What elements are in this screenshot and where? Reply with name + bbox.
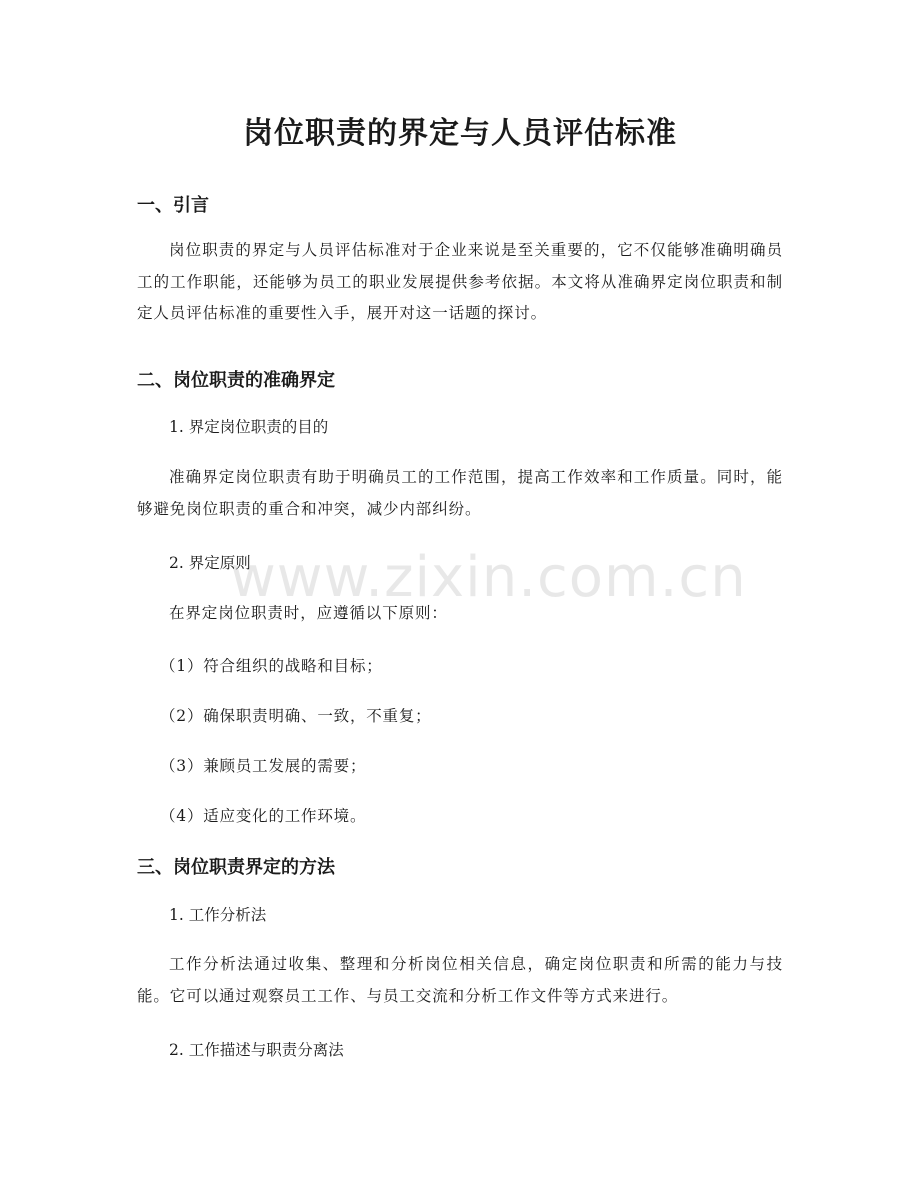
list-item: （3）兼顾员工发展的需要； <box>160 757 367 775</box>
list-item: （1）符合组织的战略和目标； <box>160 657 383 675</box>
section-heading-methods: 三、岗位职责界定的方法 <box>137 857 335 878</box>
section-heading-definition: 二、岗位职责的准确界定 <box>137 370 335 391</box>
list-item: （4）适应变化的工作环境。 <box>160 807 367 825</box>
section-heading-intro: 一、引言 <box>137 195 209 216</box>
document-title: 岗位职责的界定与人员评估标准 <box>243 116 677 151</box>
principles-intro: 在界定岗位职责时，应遵循以下原则： <box>169 604 448 622</box>
intro-paragraph: 岗位职责的界定与人员评估标准对于企业来说是至关重要的，它不仅能够准确明确员工的工作职能，还能够为员工的职业发展提供参考依据。本文将从准确界定岗位职责和制定人员评估标准的重要性入手，展开对这一话题的探讨。 <box>137 241 783 322</box>
subheading-principles: 2. 界定原则 <box>169 554 251 572</box>
subheading-job-description: 2. 工作描述与职责分离法 <box>169 1041 344 1059</box>
list-item: （2）确保职责明确、一致，不重复； <box>160 707 432 725</box>
subheading-job-analysis: 1. 工作分析法 <box>169 906 267 924</box>
job-analysis-paragraph: 工作分析法通过收集、整理和分析岗位相关信息，确定岗位职责和所需的能力与技能。它可以通过观察员工工作、与员工交流和分析工作文件等方式来进行。 <box>137 955 783 1005</box>
watermark-text: www.zixin.com.cn <box>230 545 747 610</box>
subheading-purpose: 1. 界定岗位职责的目的 <box>169 418 329 436</box>
purpose-paragraph: 准确界定岗位职责有助于明确员工的工作范围，提高工作效率和工作质量。同时，能够避免岗位职责的重合和冲突，减少内部纠纷。 <box>137 468 783 518</box>
